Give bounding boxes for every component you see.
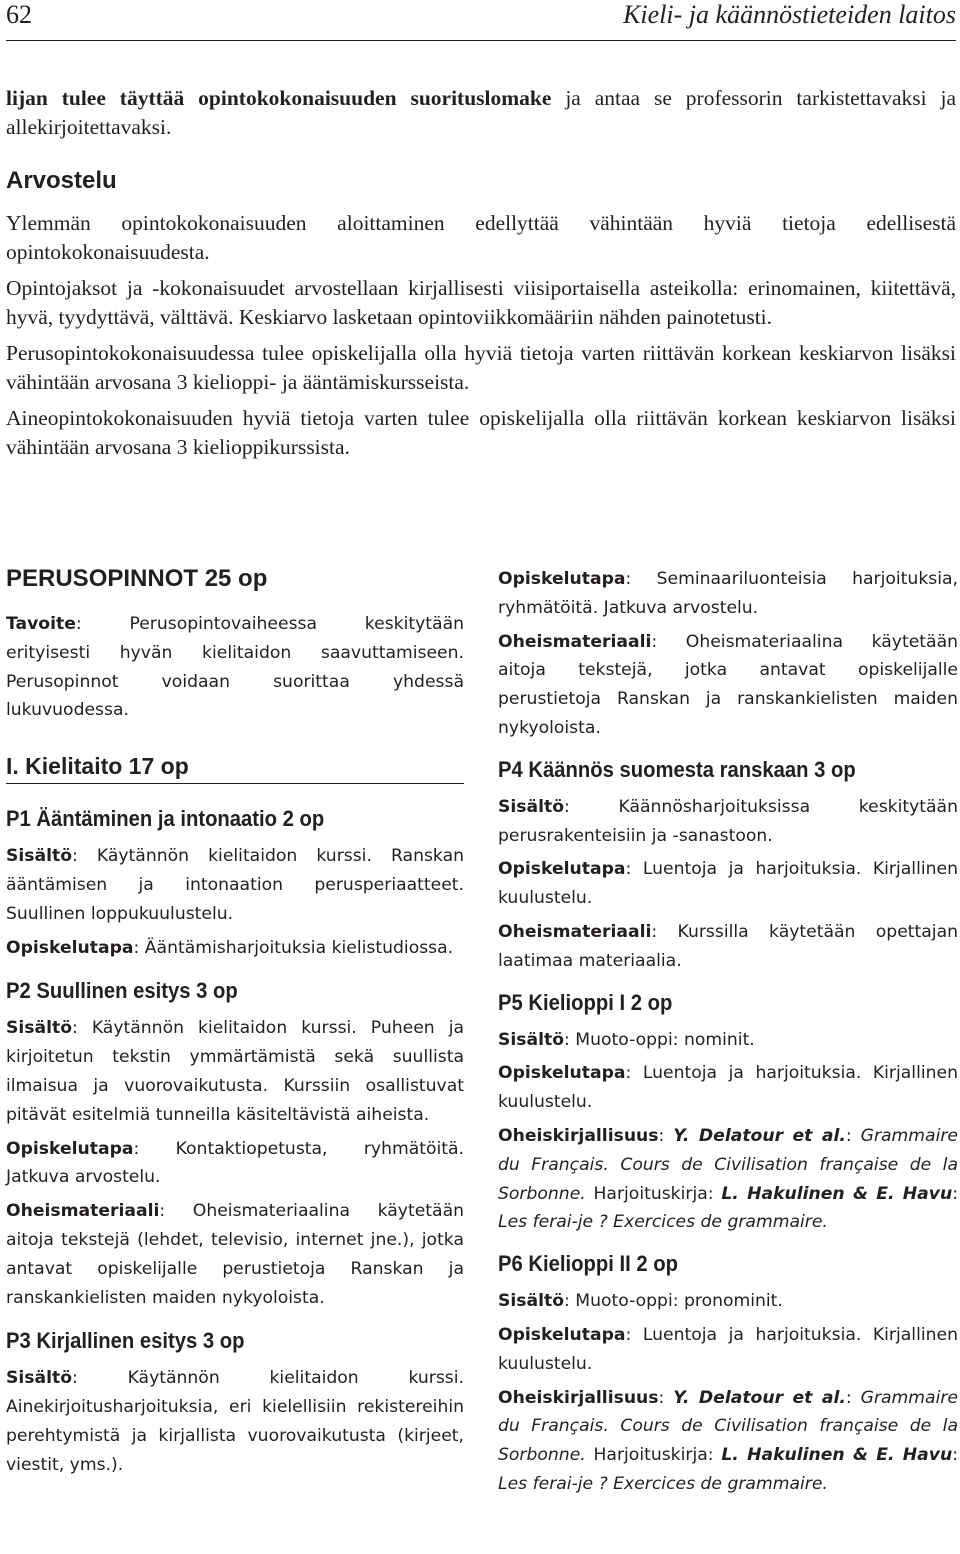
p3-sisalto: Sisältö: Käytännön kielitaidon kurssi. Ainekirjoitusharjoituksia, eri kielellisiin rekistereihin perehtymistä ja kirjallista vuorovaikutusta (kirjeet, viestit, yms.). <box>6 1368 464 1475</box>
p4-sisalto: Sisältö: Käännösharjoituksissa keskitytään perusrakenteisiin ja -sanastoon. <box>498 796 958 846</box>
intro-paragraph-3: Perusopintokokonaisuudessa tulee opiskelijalla olla hyviä tietoja varten riittävän korkean keskiarvon lisäksi vähintään arvosana 3 kielioppi- ja ääntämiskursseista. <box>6 341 956 394</box>
p2-opiskelutapa: Opiskelutapa: Kontaktiopetusta, ryhmätöitä. Jatkuva arvostelu. <box>6 1138 464 1188</box>
intro-paragraph-4: Aineopintokokonaisuuden hyviä tietoja varten tulee opiskelijalla olla riittävän korkean keskiarvon lisäksi vähintään arvosana 3 kielioppikurssista. <box>6 406 956 459</box>
p4-oheismateriaali: Oheismateriaali: Kurssilla käytetään opettajan laatimaa materiaalia. <box>498 921 958 971</box>
p6-oheiskirjallisuus: Oheiskirjallisuus: Y. Delatour et al.: Grammaire du Français. Cours de Civilisation française de la Sorbonne. Harjoituskirja: L. Hakulinen & E. Havu: Les ferai-je ? Exercices de grammaire. <box>498 1387 958 1494</box>
p1-sisalto: Sisältö: Käytännön kielitaidon kurssi. Ranskan ääntämisen ja intonaation perusperiaatteet. Suullinen loppukuulustelu. <box>6 846 464 924</box>
p5-oheiskirjallisuus: Oheiskirjallisuus: Y. Delatour et al.: Grammaire du Français. Cours de Civilisation française de la Sorbonne. Harjoituskirja: L. Hakulinen & E. Havu: Les ferai-je ? Exercices de grammaire. <box>498 1125 958 1233</box>
p3-opiskelutapa: Opiskelutapa: Seminaariluonteisia harjoituksia, ryhmätöitä. Jatkuva arvostelu. <box>498 569 958 618</box>
course-title-p3: P3 Kirjallinen esitys 3 op <box>6 1328 245 1354</box>
p3-oheismateriaali: Oheismateriaali: Oheismateriaalina käytetään aitoja tekstejä, jotka antavat opiskelijalle perustietoja Ranskan ja ranskankielisten maiden nykyoloista. <box>498 631 958 738</box>
p5-sisalto: Sisältö: Muoto-oppi: nominit. <box>498 1029 755 1050</box>
right-column <box>498 565 958 1504</box>
intro-section <box>6 84 956 469</box>
kielitaito-section-title: I. Kielitaito 17 op <box>6 749 464 784</box>
left-column <box>6 562 464 1485</box>
p1-opiskelutapa: Opiskelutapa: Ääntämisharjoituksia kielistudiossa. <box>6 937 454 958</box>
p4-opiskelutapa: Opiskelutapa: Luentoja ja harjoituksia. Kirjallinen kuulustelu. <box>498 859 958 909</box>
intro-paragraph-1: Ylemmän opintokokonaisuuden aloittaminen edellyttää vähintään hyviä tietoja edellisestä opintokokonaisuudesta. <box>6 211 956 264</box>
p6-opiskelutapa: Opiskelutapa: Luentoja ja harjoituksia. Kirjallinen kuulustelu. <box>498 1324 958 1374</box>
p2-oheismateriaali: Oheismateriaali: Oheismateriaalina käytetään aitoja tekstejä (lehdet, televisio, internet jne.), jotka antavat opiskelijalle perustietoja Ranskan ja ranskankielisten maiden nykyoloista. <box>6 1201 464 1308</box>
intro-paragraph-0: lijan tulee täyttää opintokokonaisuuden suorituslomake ja antaa se professorin tarkistettavaksi ja allekirjoitettavaksi. <box>6 86 956 139</box>
page-number: 62 <box>6 0 32 29</box>
p2-sisalto: Sisältö: Käytännön kielitaidon kurssi. Puheen ja kirjoitetun tekstin ymmärtämistä sekä suullista ilmaisua ja vuorovaikutusta. Kurssiin osallistuvat pitävät esitelmiä tunneilla käsiteltävistä aiheista. <box>6 1018 464 1125</box>
tavoite-paragraph: Tavoite: Perusopintovaiheessa keskitytään erityisesti hyvän kielitaidon saavuttamiseen. Perusopinnot voidaan suorittaa yhdessä lukuvuodessa. <box>6 614 464 721</box>
department-name: Kieli- ja käännöstieteiden laitos <box>623 0 956 29</box>
course-title-p6: P6 Kielioppi II 2 op <box>498 1251 678 1277</box>
course-title-p2: P2 Suullinen esitys 3 op <box>6 978 238 1004</box>
course-title-p1: P1 Ääntäminen ja intonaatio 2 op <box>6 806 325 832</box>
p5-opiskelutapa: Opiskelutapa: Luentoja ja harjoituksia. Kirjallinen kuulustelu. <box>498 1063 958 1113</box>
course-title-p4: P4 Käännös suomesta ranskaan 3 op <box>498 756 856 782</box>
course-title-p5: P5 Kielioppi I 2 op <box>498 989 673 1015</box>
perusopinnot-title: PERUSOPINNOT 25 op <box>6 565 268 592</box>
intro-paragraph-2: Opintojaksot ja -kokonaisuudet arvostellaan kirjallisesti viisiportaisella asteikolla: erinomainen, kiitettävä, hyvä, tyydyttävä, välttävä. Keskiarvo lasketaan opintoviikkomääriin nähden painotetusti. <box>6 276 956 329</box>
running-header <box>6 0 956 41</box>
arvostelu-heading: Arvostelu <box>6 167 117 194</box>
p6-sisalto: Sisältö: Muoto-oppi: pronominit. <box>498 1291 783 1312</box>
